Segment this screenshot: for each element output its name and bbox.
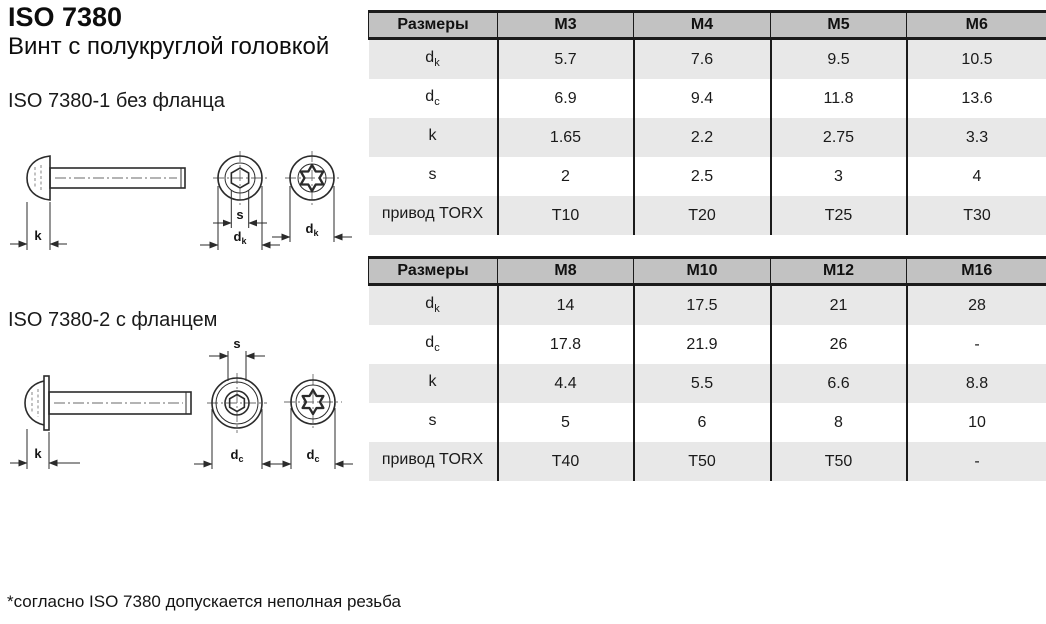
header-cell-m5: M5 [771, 12, 907, 39]
table-row-torx [369, 442, 1046, 481]
table-cell: 10 [907, 403, 1046, 442]
dim-label-dc: $d_c$ [306, 447, 320, 464]
table-cell: 1.65 [498, 118, 634, 157]
table-header-row [369, 258, 1046, 285]
table-row-torx [369, 196, 1046, 235]
table-cell: 21 [771, 285, 907, 326]
dim-label-s: s [236, 207, 244, 222]
table-cell: T20 [634, 196, 771, 235]
table-cell: 17.8 [498, 325, 634, 364]
header-cell-sizes: Размеры [369, 258, 498, 285]
row-label: $d_c$ [425, 334, 440, 355]
table-cell: T50 [771, 442, 907, 481]
table-cell: 5.7 [498, 39, 634, 80]
row-label: привод TORX [369, 442, 498, 481]
row-label: $d_k$ [369, 39, 498, 80]
dimension-k [10, 429, 80, 469]
table-header-row [369, 12, 1046, 39]
table-cell: 8 [771, 403, 907, 442]
table-cell: 3 [771, 157, 907, 196]
spec-table-iso7380-2 [368, 256, 1046, 481]
table-cell: 9.5 [771, 39, 907, 80]
dim-label-k: k [34, 446, 42, 461]
row-label: привод TORX [369, 196, 498, 235]
page-subtitle: Винт с полукруглой головкой [8, 33, 330, 60]
table-cell: T50 [634, 442, 771, 481]
table-cell: 6.9 [498, 79, 634, 118]
table-row-k [369, 364, 1046, 403]
table-row-dk [369, 39, 1046, 80]
spec-table-iso7380-1 [368, 10, 1046, 235]
table-cell: T40 [498, 442, 634, 481]
torx-socket-view [272, 151, 352, 242]
table-cell: 21.9 [634, 325, 771, 364]
row-label: s [428, 166, 437, 184]
table-cell: - [907, 442, 1046, 481]
header-cell-m16: M16 [907, 258, 1046, 285]
table-cell: 2.75 [771, 118, 907, 157]
header-cell-m8: M8 [498, 258, 634, 285]
footnote: *согласно ISO 7380 допускается неполная резьба [7, 592, 401, 611]
table-cell: - [907, 325, 1046, 364]
table-cell: 11.8 [771, 79, 907, 118]
header-cell-m10: M10 [634, 258, 771, 285]
header-cell-m6: M6 [907, 12, 1046, 39]
table-cell: 7.6 [634, 39, 771, 80]
table-cell: 4 [907, 157, 1046, 196]
iso7380-1-drawing [5, 140, 360, 262]
dim-label-dc: $d_c$ [230, 447, 244, 464]
header-cell-sizes: Размеры [369, 12, 498, 39]
table-cell: 5.5 [634, 364, 771, 403]
section-label-iso7380-1: ISO 7380-1 без фланца [8, 90, 225, 112]
table-cell: 2 [498, 157, 634, 196]
table-row-dc [369, 79, 1046, 118]
dim-label-dk: $d_k$ [233, 229, 247, 246]
table-cell: 17.5 [634, 285, 771, 326]
table-cell: 13.6 [907, 79, 1046, 118]
dim-label-s: s [233, 337, 241, 351]
table-row-dk [369, 285, 1046, 326]
table-cell: 8.8 [907, 364, 1046, 403]
flanged-screw-side-view [25, 376, 191, 430]
header-cell-m3: M3 [498, 12, 634, 39]
hex-socket-view [200, 151, 280, 250]
table-cell: 10.5 [907, 39, 1046, 80]
table-cell: 2.2 [634, 118, 771, 157]
table-cell: 14 [498, 285, 634, 326]
table-row-k [369, 118, 1046, 157]
row-label: k [369, 364, 498, 403]
table-cell: T30 [907, 196, 1046, 235]
header-cell-m12: M12 [771, 258, 907, 285]
table-cell: 9.4 [634, 79, 771, 118]
dim-label-dk: $d_k$ [305, 221, 319, 238]
page-title: ISO 7380 [8, 2, 123, 32]
table-row-dc [369, 325, 1046, 364]
hex-socket-view [194, 337, 280, 469]
table-cell: 4.4 [498, 364, 634, 403]
table-row-s [369, 403, 1046, 442]
iso7380-2-drawing [5, 337, 360, 497]
table-row-s [369, 157, 1046, 196]
table-cell: 28 [907, 285, 1046, 326]
table-cell: T10 [498, 196, 634, 235]
table-cell: 3.3 [907, 118, 1046, 157]
table-cell: 2.5 [634, 157, 771, 196]
dim-label-k: k [34, 228, 42, 243]
screw-side-view [27, 156, 185, 200]
table-cell: 6.6 [771, 364, 907, 403]
torx-socket-view [273, 374, 353, 469]
row-label: $d_k$ [369, 285, 498, 326]
table-cell: 5 [498, 403, 634, 442]
table-cell: 26 [771, 325, 907, 364]
row-label: k [369, 118, 498, 157]
dimension-k [10, 202, 67, 250]
row-label: $d_c$ [425, 88, 440, 109]
table-cell: 6 [634, 403, 771, 442]
section-label-iso7380-2: ISO 7380-2 с фланцем [8, 309, 218, 331]
header-cell-m4: M4 [634, 12, 771, 39]
table-cell: T25 [771, 196, 907, 235]
row-label: s [428, 412, 437, 430]
